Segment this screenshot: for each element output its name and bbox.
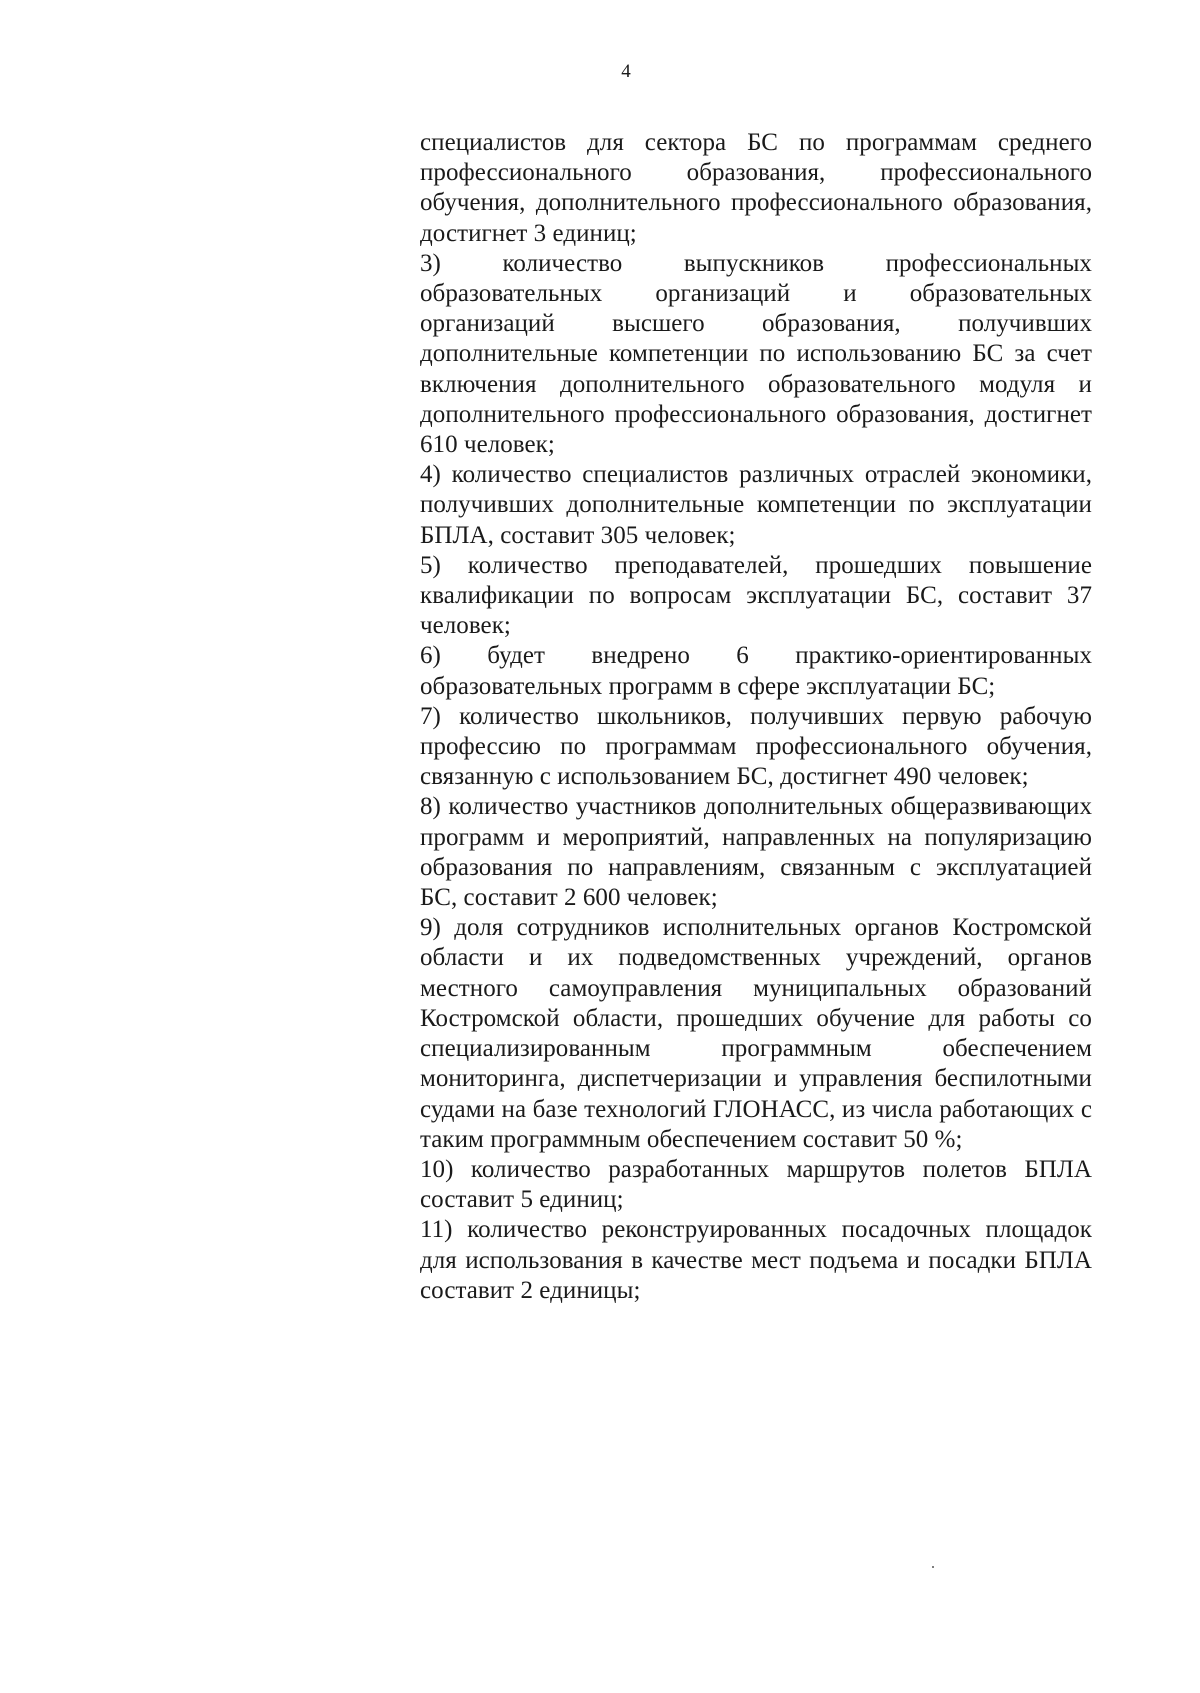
paragraph-item-11: 11) количество реконструированных посадочных площадок для использования в качестве мест подъема и посадки БПЛА составит 2 единицы; [420, 1216, 1092, 1304]
paragraph-item-5: 5) количество преподавателей, прошедших повышение квалификации по вопросам эксплуатации БС, составит 37 человек; [420, 551, 1092, 640]
paragraph-item-6: 6) будет внедрено 6 практико-ориентированных образовательных программ в сфере эксплуатации БС; [420, 642, 1092, 700]
document-body [420, 128, 1092, 1306]
paragraph-item-4: 4) количество специалистов различных отраслей экономики, получивших дополнительные компетенции по эксплуатации БПЛА, составит 305 человек; [420, 461, 1092, 549]
paragraph-item-7: 7) количество школьников, получивших первую рабочую профессию по программам профессионального обучения, связанную с использованием БС, достигнет 490 человек; [420, 702, 1092, 791]
page-number: 4 [621, 61, 631, 82]
paragraph-item-9: 9) доля сотрудников исполнительных органов Костромской области и их подведомственных учреждений, органов местного самоуправления муниципальных образований Костромской области, прошедших обучение для работы со специализированным программным обеспечением мониторинга, диспетчеризации и управления беспилотными судами на базе технологий ГЛОНАСС, из числа работающих с таким программным обеспечением составит 50 %; [420, 914, 1092, 1153]
paragraph-item-10: 10) количество разработанных маршрутов полетов БПЛА составит 5 единиц; [420, 1155, 1092, 1214]
paragraph-item-3: 3) количество выпускников профессиональных образовательных организаций и образовательных организаций высшего образования, получивших дополнительные компетенции по использованию БС за счет включения дополнительного образовательного модуля и дополнительного профессионального образования, достигнет 610 человек; [420, 249, 1092, 459]
paragraph-item-8: 8) количество участников дополнительных общеразвивающих программ и мероприятий, направленных на популяризацию образования по направлениям, связанным с эксплуатацией БС, составит 2 600 человек; [420, 793, 1092, 912]
scan-speck [932, 1566, 934, 1568]
paragraph-continuation: специалистов для сектора БС по программам среднего профессионального образования, профессионального обучения, дополнительного профессионального образования, достигнет 3 единиц; [420, 129, 1092, 247]
